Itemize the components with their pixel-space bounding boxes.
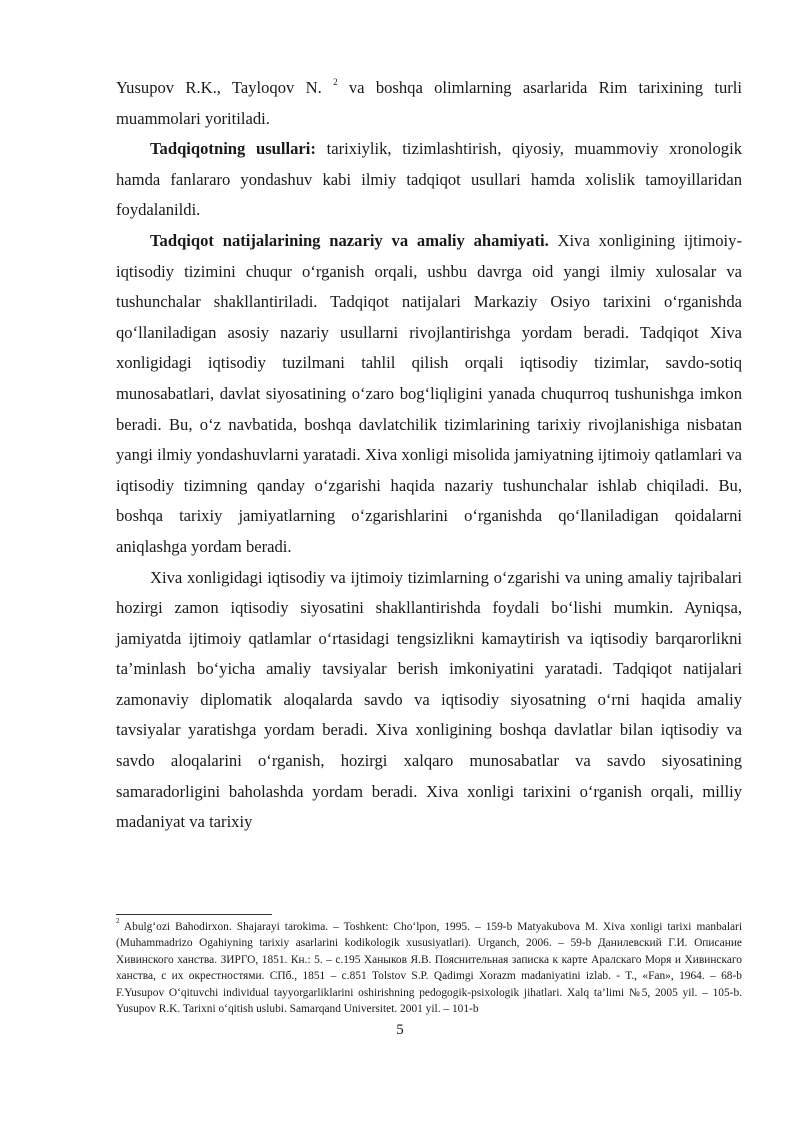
paragraph-practical: Xiva xonligidagi iqtisodiy va ijtimoiy tizimlarning o‘zgarishi va uning amaliy tajribalari hozirgi zamon iqtisodiy siyosatini shakllantirishda foydali bo‘lishi mumkin. Ayniqsa, jamiyatda ijtimoiy qatlamlar o‘rtasidagi tengsizlikni kamaytirish va iqtisodiy barqarorlikni ta’minlash bo‘yicha amaliy tavsiyalar berish imkoniyatini yaratadi. Tadqiqot natijalari zamonaviy diplomatik aloqalarda savdo va iqtisodiy siyosatning o‘rni haqida amaliy tavsiyalar yaratishga yordam beradi. Xiva xonligining boshqa davlatlar bilan iqtisodiy va savdo aloqalarini o‘rganish, hozirgi xalqaro munosabatlar va savdo siyosatining samaradorligini baholashda yordam beradi. Xiva xonligi tarixini o‘rganish orqali, milliy madaniyat va tarixiy: [116, 567, 742, 832]
paragraph-methods: [116, 134, 742, 226]
main-text: [116, 73, 742, 838]
footnote-text: Abulg‘ozi Bahodirxon. Shajarayi tarokima. – Toshkent: Cho‘lpon, 1995. – 159-b Matyakubova M. Xiva xonligi tarixi manbalari (Muhammadrizo Ogahiyning tarixiy asarlarini kodikologik xususiyatlari). Urganch, 2006. – 59-b Данилевский Г.И. Описание Хивинского ханства. ЗИРГО, 1851. Кн.: 5. – с.195 Ханыков Я.В. Пояснительная записка к карте Аралскаго Моря и Хивинскаго ханства, с их окрестностями. СПб., 1851 – с.851 Tolstov S.P. Qadimgi Xorazm madaniyatini izlab. - T., «Fan», 1964. – 68-b F.Yusupov O‘qituvchi individual tayyorgarliklarini oshirishning pedogogik-psixologik jihatlari. Xalq ta’limi №5, 2005 yil. – 105-b. Yusupov R.K. Tarixni o‘qitish uslubi. Samarqand Universitet. 2001 yil. – 101-b: [116, 921, 742, 1016]
paragraph-literature: [116, 73, 742, 134]
significance-heading: Tadqiqot natijalarining nazariy va amaliy ahamiyati.: [150, 230, 549, 250]
significance-text: Xiva xonligining ijtimoiy-iqtisodiy tizimini chuqur o‘rganish orqali, ushbu davrga oid yangi ilmiy xulosalar va tushunchalar shakllantiriladi. Tadqiqot natijalari Markaziy Osiyo tarixini o‘rganishda qo‘llaniladigan asosiy nazariy usullarni rivojlantirishga yordam beradi. Tadqiqot Xiva xonligidagi iqtisodiy tuzilmani tahlil qilish orqali iqtisodiy tizimlar, savdo-sotiq munosabatlari, davlat siyosatining o‘zaro bog‘liqligini yanada chuqurroq tushunishga imkon beradi. Bu, o‘z navbatida, boshqa davlatchilik tizimlarining tarixiy rivojlanishiga nisbatan yangi ilmiy yondashuvlarni yaratadi. Xiva xonligi misolida jamiyatning ijtimoiy qatlamlari va iqtisodiy tizimning qanday o‘zgarishi haqida nazariy tushunchalar ishlab chiqiladi. Bu, boshqa tarixiy jamiyatlarning o‘zgarishlarini o‘rganishda qo‘llaniladigan qoidalarni aniqlashga yordam beradi.: [116, 230, 742, 556]
footnote-reference[interactable]: 2: [333, 77, 338, 88]
footnotes: [116, 919, 742, 1017]
footnote-separator: [116, 914, 272, 915]
paragraph-significance: [116, 226, 742, 563]
footnote-2: [116, 919, 742, 1017]
paragraph-text: Yusupov R.K., Tayloqov N.: [116, 78, 334, 97]
methods-heading: Tadqiqotning usullari:: [150, 139, 316, 159]
page-number: 5: [396, 1022, 404, 1038]
methods-text: tarixiylik, tizimlashtirish, qiyosiy, muammoviy xronologik hamda fanlararo yondashuv kabi ilmiy tadqiqot usullari hamda xolislik tamoyillaridan foydalanildi.: [116, 139, 742, 220]
footnote-number: 2: [116, 917, 120, 926]
paragraph-text: va boshqa olimlarning asarlarida Rim tarixining turli muammolari yoritiladi.: [116, 78, 743, 128]
